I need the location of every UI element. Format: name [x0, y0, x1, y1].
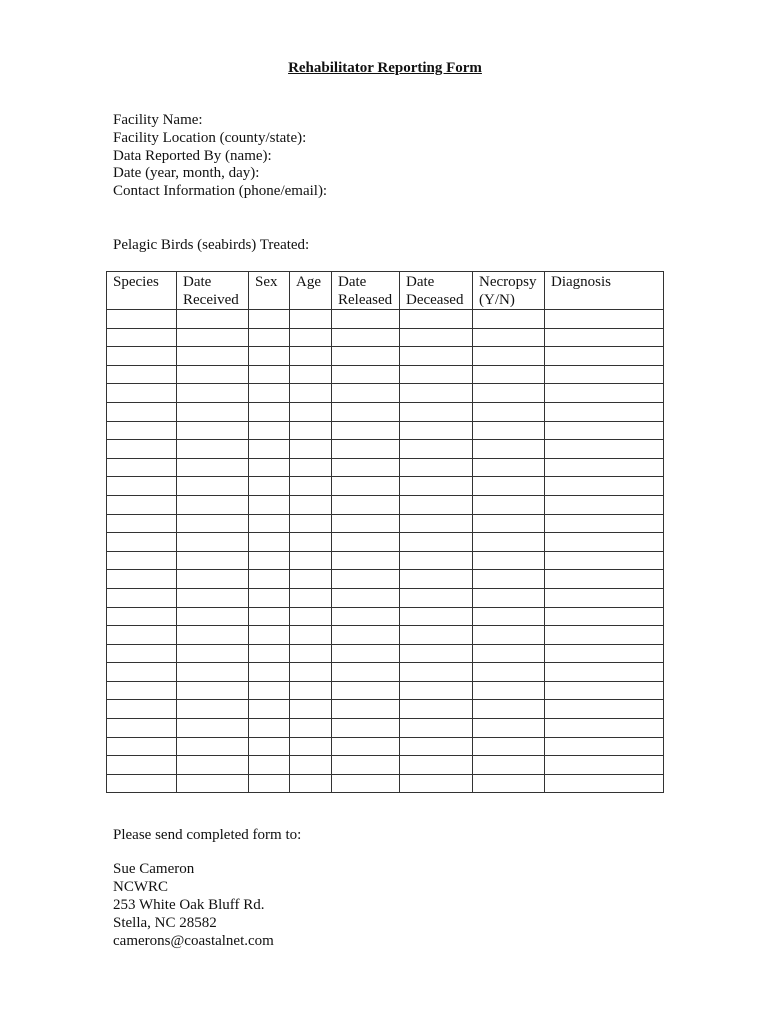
table-cell[interactable] [400, 495, 473, 514]
table-cell[interactable] [290, 700, 332, 719]
table-cell[interactable] [249, 737, 290, 756]
header-line: Age [296, 274, 321, 290]
table-row [107, 644, 664, 663]
mailing-address [113, 860, 274, 950]
table-cell[interactable] [290, 421, 332, 440]
table-cell[interactable] [332, 644, 400, 663]
table-cell[interactable] [249, 719, 290, 738]
table-cell[interactable] [177, 644, 249, 663]
table-cell[interactable] [177, 756, 249, 775]
table-cell[interactable] [290, 458, 332, 477]
table-cell[interactable] [107, 514, 177, 533]
table-cell[interactable] [473, 402, 545, 421]
table-cell[interactable] [249, 607, 290, 626]
table-cell[interactable] [290, 328, 332, 347]
table-row [107, 663, 664, 682]
table-cell[interactable] [249, 458, 290, 477]
table-cell[interactable] [290, 626, 332, 645]
table-cell[interactable] [400, 719, 473, 738]
table-cell[interactable] [545, 495, 664, 514]
table-cell[interactable] [400, 551, 473, 570]
table-cell[interactable] [107, 365, 177, 384]
table-cell[interactable] [473, 700, 545, 719]
column-header-necropsy [473, 272, 545, 310]
table-cell[interactable] [545, 774, 664, 793]
header-line: Date [338, 274, 367, 290]
seabird-treatment-table [106, 271, 664, 793]
table-cell[interactable] [545, 700, 664, 719]
table-cell[interactable] [545, 551, 664, 570]
table-cell[interactable] [332, 347, 400, 366]
table-cell[interactable] [290, 440, 332, 459]
table-cell[interactable] [249, 328, 290, 347]
table-cell[interactable] [545, 588, 664, 607]
table-cell[interactable] [332, 458, 400, 477]
table-cell[interactable] [332, 384, 400, 403]
table-cell[interactable] [177, 328, 249, 347]
facility-info-block [113, 112, 327, 201]
table-cell[interactable] [290, 495, 332, 514]
table-cell[interactable] [249, 514, 290, 533]
table-cell[interactable] [177, 384, 249, 403]
table-cell[interactable] [290, 402, 332, 421]
table-cell[interactable] [400, 458, 473, 477]
table-cell[interactable] [290, 533, 332, 552]
table-cell[interactable] [249, 440, 290, 459]
facility-location-label: Facility Location (county/state): [113, 129, 307, 146]
table-cell[interactable] [332, 477, 400, 496]
table-cell[interactable] [177, 514, 249, 533]
table-cell[interactable] [545, 384, 664, 403]
table-cell[interactable] [545, 421, 664, 440]
table-cell[interactable] [473, 384, 545, 403]
column-header-sex [249, 272, 290, 310]
column-header-date-released [332, 272, 400, 310]
table-cell[interactable] [290, 551, 332, 570]
table-row [107, 681, 664, 700]
header-line: Species [113, 274, 159, 290]
table-row [107, 514, 664, 533]
table-cell[interactable] [177, 774, 249, 793]
table-cell[interactable] [290, 719, 332, 738]
table-cell[interactable] [400, 756, 473, 775]
table-cell[interactable] [290, 310, 332, 329]
table-cell[interactable] [400, 477, 473, 496]
table-cell[interactable] [290, 365, 332, 384]
table-cell[interactable] [400, 681, 473, 700]
table-cell[interactable] [545, 440, 664, 459]
table-cell[interactable] [545, 626, 664, 645]
table-row [107, 310, 664, 329]
table-cell[interactable] [332, 607, 400, 626]
header-line: Received [183, 291, 239, 308]
table-cell[interactable] [290, 570, 332, 589]
column-header-age [290, 272, 332, 310]
table-cell[interactable] [107, 737, 177, 756]
table-cell[interactable] [545, 533, 664, 552]
table-row [107, 365, 664, 384]
table-cell[interactable] [290, 737, 332, 756]
table-row [107, 756, 664, 775]
table-cell[interactable] [107, 402, 177, 421]
table-row [107, 533, 664, 552]
table-cell[interactable] [473, 347, 545, 366]
table-cell[interactable] [400, 310, 473, 329]
table-row [107, 607, 664, 626]
table-cell[interactable] [177, 737, 249, 756]
table-cell[interactable] [107, 644, 177, 663]
table-cell[interactable] [473, 719, 545, 738]
table-cell[interactable] [473, 495, 545, 514]
table-cell[interactable] [473, 681, 545, 700]
column-header-date-received [177, 272, 249, 310]
table-cell[interactable] [473, 663, 545, 682]
table-cell[interactable] [107, 681, 177, 700]
table-cell[interactable] [249, 700, 290, 719]
table-row [107, 737, 664, 756]
table-cell[interactable] [290, 347, 332, 366]
table-row [107, 440, 664, 459]
table-cell[interactable] [177, 533, 249, 552]
table-cell[interactable] [177, 440, 249, 459]
table-cell[interactable] [400, 774, 473, 793]
table-cell[interactable] [473, 774, 545, 793]
table-cell[interactable] [249, 570, 290, 589]
header-line: Date [183, 274, 212, 290]
column-header-species [107, 272, 177, 310]
table-cell[interactable] [545, 756, 664, 775]
send-instructions: Please send completed form to: [113, 827, 302, 843]
table-cell[interactable] [400, 384, 473, 403]
table-cell[interactable] [107, 570, 177, 589]
table-cell[interactable] [545, 402, 664, 421]
table-cell[interactable] [400, 663, 473, 682]
table-cell[interactable] [332, 495, 400, 514]
table-cell[interactable] [400, 737, 473, 756]
table-cell[interactable] [249, 310, 290, 329]
table-cell[interactable] [177, 681, 249, 700]
table-cell[interactable] [249, 588, 290, 607]
column-header-date-deceased [400, 272, 473, 310]
table-cell[interactable] [545, 607, 664, 626]
table-cell[interactable] [400, 626, 473, 645]
pelagic-birds-section-label: Pelagic Birds (seabirds) Treated: [113, 237, 310, 253]
table-cell[interactable] [473, 533, 545, 552]
table-row [107, 384, 664, 403]
table-cell[interactable] [473, 737, 545, 756]
table-cell[interactable] [400, 365, 473, 384]
table-cell[interactable] [332, 440, 400, 459]
table-cell[interactable] [473, 644, 545, 663]
table-cell[interactable] [177, 700, 249, 719]
table-cell[interactable] [473, 570, 545, 589]
table-cell[interactable] [473, 607, 545, 626]
table-row [107, 588, 664, 607]
table-cell[interactable] [400, 644, 473, 663]
table-cell[interactable] [107, 719, 177, 738]
table-cell[interactable] [177, 365, 249, 384]
table-cell[interactable] [473, 458, 545, 477]
table-header-row [107, 272, 664, 310]
header-line: Necropsy [479, 274, 537, 290]
table-row [107, 700, 664, 719]
address-name: Sue Cameron [113, 861, 195, 877]
table-row [107, 458, 664, 477]
header-line: (Y/N) [479, 291, 515, 308]
contact-information-label: Contact Information (phone/email): [113, 183, 328, 200]
header-line: Sex [255, 274, 278, 290]
table-cell[interactable] [107, 607, 177, 626]
table-cell[interactable] [332, 719, 400, 738]
date-label: Date (year, month, day): [113, 165, 260, 182]
table-cell[interactable] [545, 737, 664, 756]
table-cell[interactable] [332, 626, 400, 645]
table-cell[interactable] [249, 644, 290, 663]
table-cell[interactable] [177, 310, 249, 329]
table-cell[interactable] [545, 458, 664, 477]
table-cell[interactable] [249, 626, 290, 645]
address-city-state-zip: Stella, NC 28582 [113, 915, 217, 931]
table-cell[interactable] [290, 607, 332, 626]
table-cell[interactable] [400, 402, 473, 421]
table-cell[interactable] [177, 663, 249, 682]
table-cell[interactable] [400, 588, 473, 607]
table-cell[interactable] [249, 533, 290, 552]
table-cell[interactable] [107, 477, 177, 496]
address-email: camerons@coastalnet.com [113, 933, 274, 949]
table-cell[interactable] [332, 328, 400, 347]
table-cell[interactable] [473, 551, 545, 570]
table-cell[interactable] [473, 365, 545, 384]
table-cell[interactable] [400, 347, 473, 366]
header-line: Diagnosis [551, 274, 611, 290]
table-cell[interactable] [545, 719, 664, 738]
table-cell[interactable] [332, 551, 400, 570]
table-cell[interactable] [290, 588, 332, 607]
table-cell[interactable] [107, 663, 177, 682]
table-cell[interactable] [177, 570, 249, 589]
table-cell[interactable] [249, 663, 290, 682]
table-cell[interactable] [177, 421, 249, 440]
table-cell[interactable] [107, 588, 177, 607]
header-line: Date [406, 274, 435, 290]
table-row [107, 774, 664, 793]
table-cell[interactable] [107, 421, 177, 440]
table-cell[interactable] [290, 774, 332, 793]
table-cell[interactable] [177, 607, 249, 626]
table-cell[interactable] [332, 514, 400, 533]
table-cell[interactable] [107, 384, 177, 403]
table-cell[interactable] [332, 365, 400, 384]
table-cell[interactable] [177, 477, 249, 496]
table-cell[interactable] [107, 756, 177, 775]
table-cell[interactable] [107, 328, 177, 347]
table-row [107, 570, 664, 589]
table-cell[interactable] [290, 644, 332, 663]
table-cell[interactable] [107, 700, 177, 719]
table-cell[interactable] [290, 756, 332, 775]
table-cell[interactable] [400, 533, 473, 552]
address-organization: NCWRC [113, 879, 169, 895]
table-cell[interactable] [177, 347, 249, 366]
address-street: 253 White Oak Bluff Rd. [113, 897, 265, 913]
table-cell[interactable] [249, 384, 290, 403]
table-cell[interactable] [332, 402, 400, 421]
table-cell[interactable] [332, 588, 400, 607]
table-cell[interactable] [545, 310, 664, 329]
table-cell[interactable] [332, 570, 400, 589]
table-cell[interactable] [249, 756, 290, 775]
table-cell[interactable] [290, 477, 332, 496]
table-cell[interactable] [545, 477, 664, 496]
table-cell[interactable] [473, 477, 545, 496]
table-cell[interactable] [249, 495, 290, 514]
table-row [107, 402, 664, 421]
column-header-diagnosis [545, 272, 664, 310]
table-cell[interactable] [545, 681, 664, 700]
table-cell[interactable] [107, 347, 177, 366]
table-cell[interactable] [473, 756, 545, 775]
table-cell[interactable] [249, 421, 290, 440]
table-cell[interactable] [107, 533, 177, 552]
header-line: Released [338, 291, 393, 308]
table-cell[interactable] [473, 421, 545, 440]
table-row [107, 719, 664, 738]
table-cell[interactable] [107, 774, 177, 793]
table-cell[interactable] [400, 328, 473, 347]
table-cell[interactable] [545, 663, 664, 682]
table-cell[interactable] [400, 700, 473, 719]
table-row [107, 551, 664, 570]
table-cell[interactable] [249, 347, 290, 366]
table-row [107, 328, 664, 347]
table-cell[interactable] [177, 719, 249, 738]
table-body [107, 310, 664, 793]
table-cell[interactable] [107, 495, 177, 514]
table-cell[interactable] [107, 458, 177, 477]
table-cell[interactable] [473, 328, 545, 347]
table-cell[interactable] [249, 681, 290, 700]
table-cell[interactable] [332, 756, 400, 775]
header-line: Deceased [406, 291, 464, 308]
table-cell[interactable] [400, 570, 473, 589]
table-cell[interactable] [177, 402, 249, 421]
table-cell[interactable] [332, 310, 400, 329]
table-cell[interactable] [332, 663, 400, 682]
data-reported-by-label: Data Reported By (name): [113, 147, 272, 164]
table-cell[interactable] [290, 663, 332, 682]
table-cell[interactable] [249, 477, 290, 496]
form-title: Rehabilitator Reporting Form [288, 60, 482, 76]
table-cell[interactable] [107, 310, 177, 329]
table-cell[interactable] [290, 514, 332, 533]
table-cell[interactable] [332, 533, 400, 552]
table-cell[interactable] [332, 737, 400, 756]
table-cell[interactable] [545, 514, 664, 533]
table-cell[interactable] [249, 774, 290, 793]
table-cell[interactable] [290, 384, 332, 403]
table-cell[interactable] [177, 495, 249, 514]
table-cell[interactable] [107, 440, 177, 459]
table-cell[interactable] [249, 402, 290, 421]
table-cell[interactable] [332, 700, 400, 719]
table-cell[interactable] [177, 458, 249, 477]
table-cell[interactable] [473, 440, 545, 459]
table-cell[interactable] [545, 347, 664, 366]
table-cell[interactable] [473, 588, 545, 607]
table-cell[interactable] [332, 681, 400, 700]
table-cell[interactable] [107, 551, 177, 570]
table-cell[interactable] [332, 774, 400, 793]
facility-name-label: Facility Name: [113, 112, 203, 128]
table-cell[interactable] [177, 551, 249, 570]
table-cell[interactable] [473, 310, 545, 329]
table-row [107, 421, 664, 440]
table-cell[interactable] [107, 626, 177, 645]
table-cell[interactable] [400, 514, 473, 533]
table-cell[interactable] [473, 514, 545, 533]
table-cell[interactable] [545, 365, 664, 384]
table-cell[interactable] [400, 440, 473, 459]
table-cell[interactable] [545, 570, 664, 589]
table-row [107, 495, 664, 514]
table-row [107, 347, 664, 366]
table-row [107, 626, 664, 645]
table-cell[interactable] [400, 607, 473, 626]
table-cell[interactable] [177, 626, 249, 645]
table-cell[interactable] [177, 588, 249, 607]
table-cell[interactable] [400, 421, 473, 440]
table-cell[interactable] [545, 644, 664, 663]
table-cell[interactable] [249, 551, 290, 570]
table-cell[interactable] [249, 365, 290, 384]
table-cell[interactable] [473, 626, 545, 645]
table-cell[interactable] [545, 328, 664, 347]
table-cell[interactable] [332, 421, 400, 440]
table-cell[interactable] [290, 681, 332, 700]
table-row [107, 477, 664, 496]
